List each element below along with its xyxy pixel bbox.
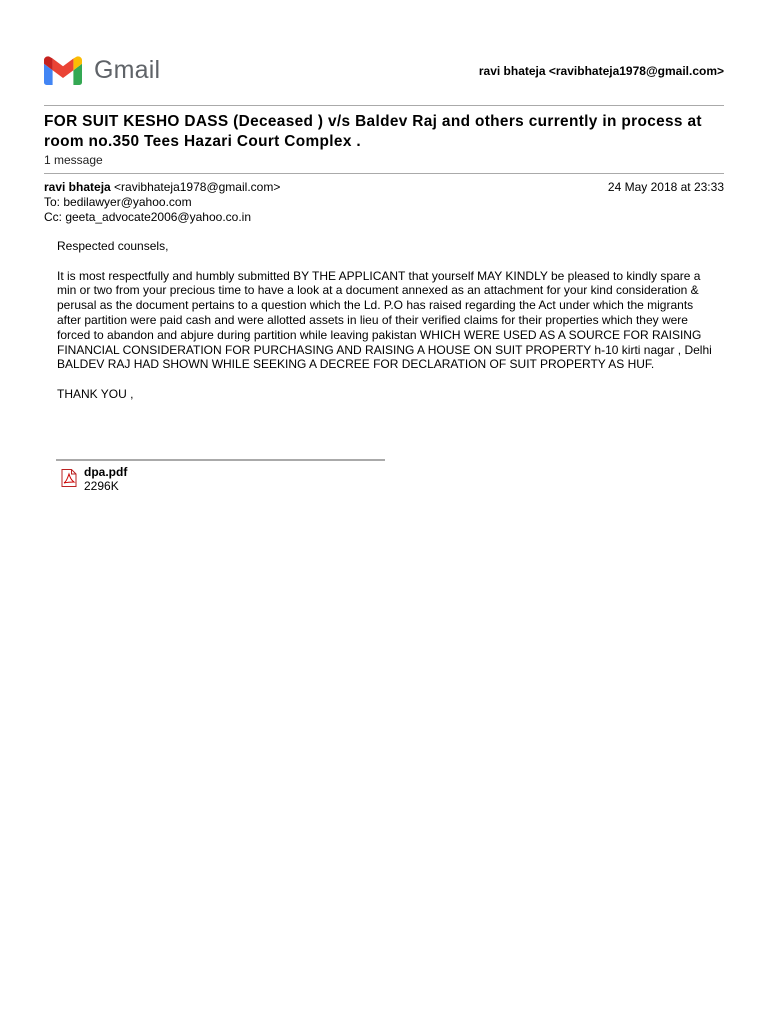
header-divider bbox=[44, 105, 724, 106]
message-body bbox=[57, 239, 717, 417]
gmail-m-icon bbox=[44, 56, 82, 85]
account-identity: ravi bhateja <ravibhateja1978@gmail.com> bbox=[478, 64, 724, 78]
attachment-divider bbox=[56, 459, 385, 461]
greeting: Respected counsels, bbox=[57, 239, 169, 253]
sender-row bbox=[44, 180, 724, 195]
email-subject: FOR SUIT KESHO DASS (Deceased ) v/s Baldev Raj and others currently in process at room no.350 Tees Hazari Court Complex . bbox=[44, 113, 702, 150]
sender-name: ravi bhateja bbox=[44, 180, 111, 194]
body-paragraph: It is most respectfully and humbly submitted BY THE APPLICANT that yourself MAY KINDLY be pleased to kindly spare a min or two from your precious time to have a look at a document annexed as an attachment for your kind consideration & perusal as the document pertains to a question which the Ld. P.O has raised regarding the Act under which the migrants after partition were paid cash and were allotted assets in lieu of their verified claims for their properties which they were forced to abandon and abjure during partition while leaving pakistan WHICH WERE USED AS A SOURCE FOR RAISING FINANCIAL CONSIDERATION FOR PURCHASING AND RAISING A HOUSE ON SUIT PROPERTY h-10 kirti nagar , Delhi BALDEV RAJ HAD SHOWN WHILE SEEKING A DECREE FOR DECLARATION OF SUIT PROPERTY AS HUF. bbox=[57, 268, 712, 372]
gmail-logo bbox=[44, 56, 160, 85]
pdf-icon bbox=[61, 469, 77, 487]
attachment-name[interactable]: dpa.pdf bbox=[84, 465, 128, 479]
subject-divider bbox=[44, 173, 724, 174]
message-count: 1 message bbox=[44, 153, 103, 167]
attachment-info bbox=[84, 465, 127, 493]
gmail-wordmark: Gmail bbox=[94, 56, 161, 84]
gmail-header bbox=[44, 54, 724, 88]
attachment[interactable] bbox=[61, 465, 127, 493]
cc-line: Cc: geeta_advocate2006@yahoo.co.in bbox=[44, 210, 251, 224]
closing: THANK YOU , bbox=[57, 386, 134, 401]
sender-email: <ravibhateja1978@gmail.com> bbox=[114, 180, 281, 194]
message-date: 24 May 2018 at 23:33 bbox=[607, 180, 724, 194]
message-header bbox=[44, 180, 724, 225]
to-line: To: bedilawyer@yahoo.com bbox=[44, 195, 192, 209]
attachment-size: 2296K bbox=[84, 479, 119, 493]
